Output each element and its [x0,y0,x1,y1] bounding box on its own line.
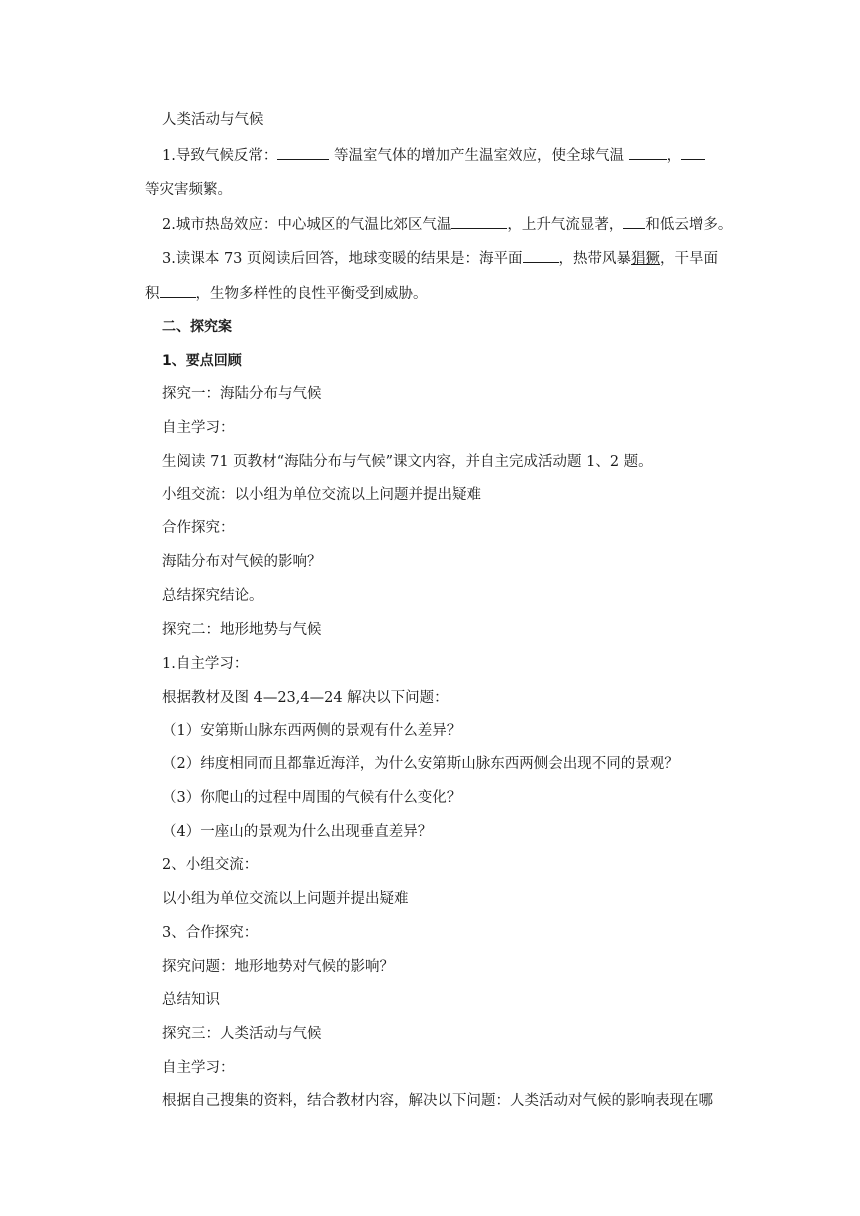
question-item-1: （1）安第斯山脉东西两侧的景观有什么差异？ [162,723,462,739]
q3-text-f: ，生物多样性的良性平衡受到威胁。 [195,286,428,302]
q1-text-d: 等灾害频繁。 [145,182,232,198]
self-study-3: 自主学习： [162,1060,235,1076]
question-3-line-1 [162,248,718,269]
q2-text-c: 和低云增多。 [645,217,733,233]
q2-blank-1[interactable] [451,214,507,229]
question-3-line-2 [145,283,428,304]
self-study-1: 自主学习： [162,420,235,436]
group-exchange-2-text: 以小组为单位交流以上问题并提出疑难 [162,891,409,907]
self-study-2: 1.自主学习： [162,656,249,672]
summary-1: 总结探究结论。 [162,588,264,604]
q2-text-a: 2.城市热岛效应：中心城区的气温比郊区气温 [162,217,452,233]
sea-land-question: 海陆分布对气候的影响？ [162,554,322,570]
question-item-4: （4）一座山的景观为什么出现垂直差异？ [162,824,433,840]
explore-3-title: 探究三：人类活动与气候 [162,1026,322,1042]
q3-text-e: 积 [145,286,160,302]
q1-text-a: 1.导致气候反常： [162,148,278,164]
summary-2: 总结知识 [162,992,220,1008]
cooperative-inquiry-1: 合作探究： [162,520,235,536]
reading-instruction: 生阅读 71 页教材“海陆分布与气候”课文内容，并自主完成活动题 1、2 题。 [162,454,653,470]
q1-blank-2[interactable] [629,145,667,160]
group-exchange-1: 小组交流：以小组为单位交流以上问题并提出疑难 [162,487,481,503]
q1-blank-1[interactable] [277,145,329,160]
question-1-line-1 [162,145,705,166]
explore-2-title: 探究二：地形地势与气候 [162,622,322,638]
section-heading-explore: 二、探究案 [162,319,232,335]
q1-text-b: 等温室气体的增加产生温室效应，使全球气温 [329,148,629,164]
q3-underlined-word: 猖獗 [631,251,661,267]
q3-text-d: ，干旱面 [660,251,719,267]
q3-text-b: ，热带风暴 [558,251,632,267]
q2-text-b: ，上升气流显著， [507,217,624,233]
question-item-2: （2）纬度相同而且都靠近海洋，为什么安第斯山脉东西两侧会出现不同的景观？ [162,756,679,772]
figure-instruction: 根据教材及图 4—23,4—24 解决以下问题： [162,690,449,706]
question-1-line-2 [145,180,232,200]
question-item-3: （3）你爬山的过程中周围的气候有什么变化？ [162,790,462,806]
question-2 [162,214,732,235]
cooperative-inquiry-2-question: 探究问题：地形地势对气候的影响？ [162,959,394,975]
explore-1-title: 探究一：海陆分布与气候 [162,386,322,402]
last-instruction-line: 根据自己搜集的资料，结合教材内容，解决以下问题：人类活动对气候的影响表现在哪 [162,1093,713,1109]
q1-blank-3[interactable] [681,145,705,160]
group-exchange-2-title: 2、小组交流： [162,857,259,873]
subsection-key-points: 1、要点回顾 [162,353,242,369]
q3-blank-1[interactable] [523,248,559,263]
q3-blank-2[interactable] [160,283,196,298]
q1-text-c: ， [666,148,682,164]
q2-blank-2[interactable] [623,214,645,229]
heading-human-activity: 人类活动与气候 [162,112,264,128]
q3-text-a: 3.读课本 73 页阅读后回答，地球变暖的结果是：海平面 [162,251,523,267]
cooperative-inquiry-2-title: 3、合作探究： [162,925,259,941]
